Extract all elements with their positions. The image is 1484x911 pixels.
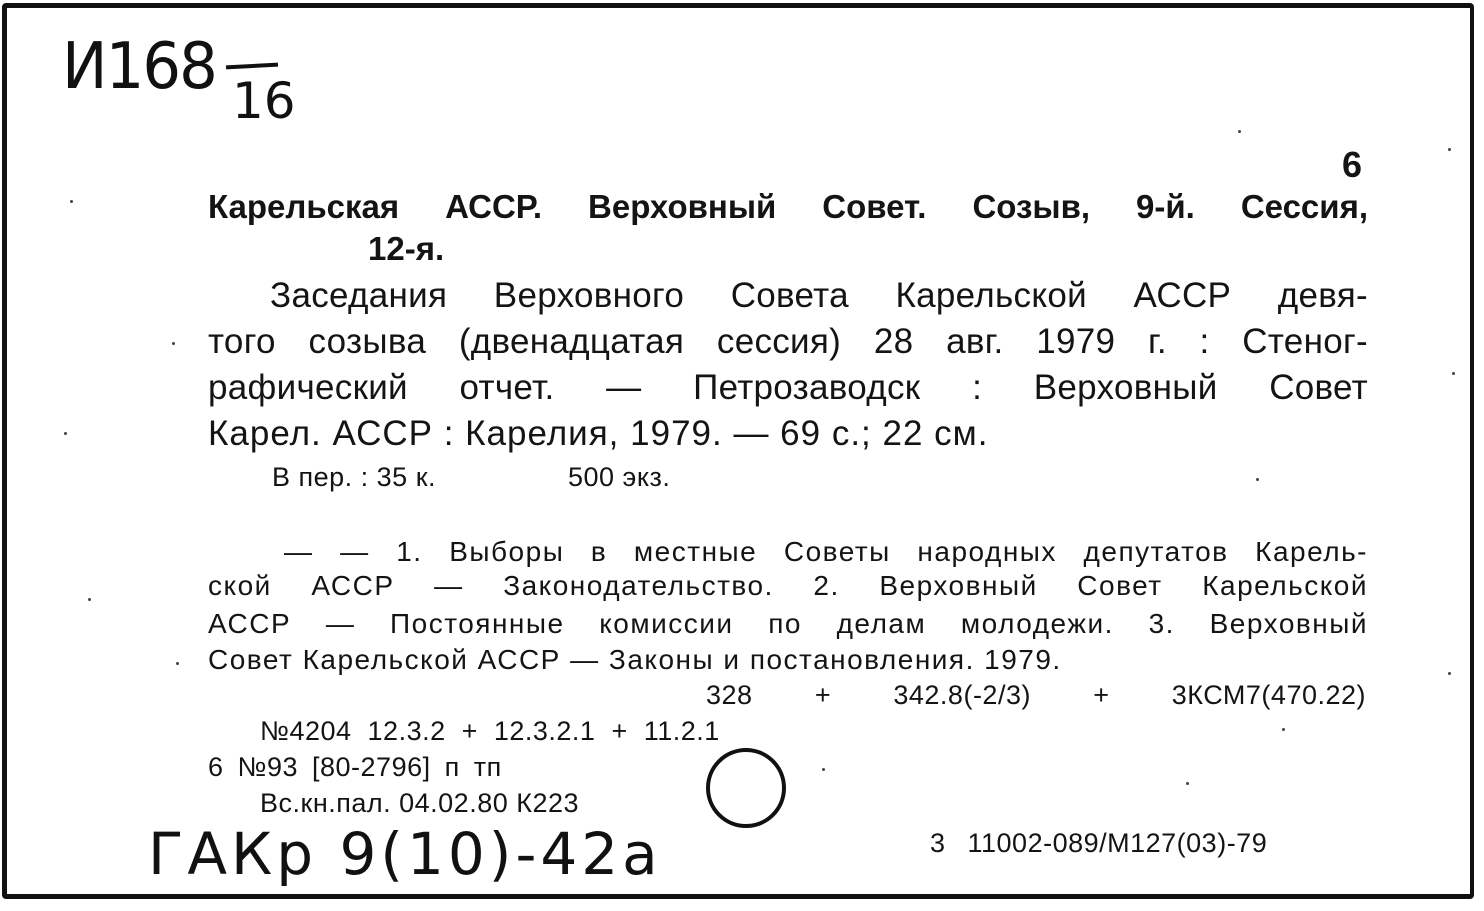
subject-line-2: ской АССР — Законодательство. 2. Верховный Совет Карельской: [208, 570, 1368, 601]
card-number: 6: [1342, 144, 1363, 185]
description-line-2: того созыва (двенадцатая сессия) 28 авг. 1979 г. : Стеног-: [208, 322, 1368, 361]
scan-speck: [1448, 672, 1451, 675]
print-run: 500 экз.: [568, 462, 671, 492]
scan-speck: [64, 432, 67, 435]
heading-line-1: Карельская АССР. Верховный Совет. Созыв, 9-й. Сессия,: [208, 188, 1368, 225]
circle-stamp: [706, 748, 786, 828]
handwritten-location-code: ГАКр 9(10)-42а: [148, 820, 662, 888]
order-line: 6 №93 [80-2796] п тп: [208, 752, 502, 782]
scan-speck: [176, 662, 179, 665]
scan-speck: [1238, 130, 1241, 133]
chamber-line: Вс.кн.пал. 04.02.80 К223: [260, 788, 580, 818]
description-line-3: рафический отчет. — Петрозаводск : Верховный Совет: [208, 368, 1368, 407]
description-line-4: Карел. АССР : Карелия, 1979. — 69 с.; 22 см.: [208, 414, 989, 453]
description-line-1: Заседания Верховного Совета Карельской АССР девя-: [270, 276, 1368, 315]
shelfmark-fraction: 16: [232, 72, 296, 130]
scan-speck: [822, 768, 825, 771]
price-line: В пер. : 35 к.: [272, 462, 437, 492]
scan-speck: [1256, 478, 1259, 481]
classification-line: 328 + 342.8(-2/3) + 3КСМ7(470.22): [706, 680, 1366, 710]
scan-speck: [1282, 728, 1285, 731]
bottom-code: 3 11002-089/М127(03)-79: [930, 828, 1268, 858]
handwritten-shelfmark: [62, 30, 216, 104]
scan-speck: [88, 598, 91, 601]
shelfmark-main: И168: [62, 30, 216, 104]
subject-line-4: Совет Карельской АССР — Законы и постановления. 1979.: [208, 644, 1062, 675]
scan-speck: [172, 342, 175, 345]
heading-line-2: 12-я.: [368, 230, 445, 267]
subject-line-3: АССР — Постоянные комиссии по делам молодежи. 3. Верховный: [208, 608, 1368, 639]
scan-speck: [70, 200, 73, 203]
scan-speck: [1186, 782, 1189, 785]
scan-speck: [1448, 148, 1451, 151]
subject-line-1: — — 1. Выборы в местные Советы народных депутатов Карель-: [284, 536, 1368, 567]
index-line: №4204 12.3.2 + 12.3.2.1 + 11.2.1: [260, 716, 720, 746]
scan-speck: [1452, 372, 1455, 375]
